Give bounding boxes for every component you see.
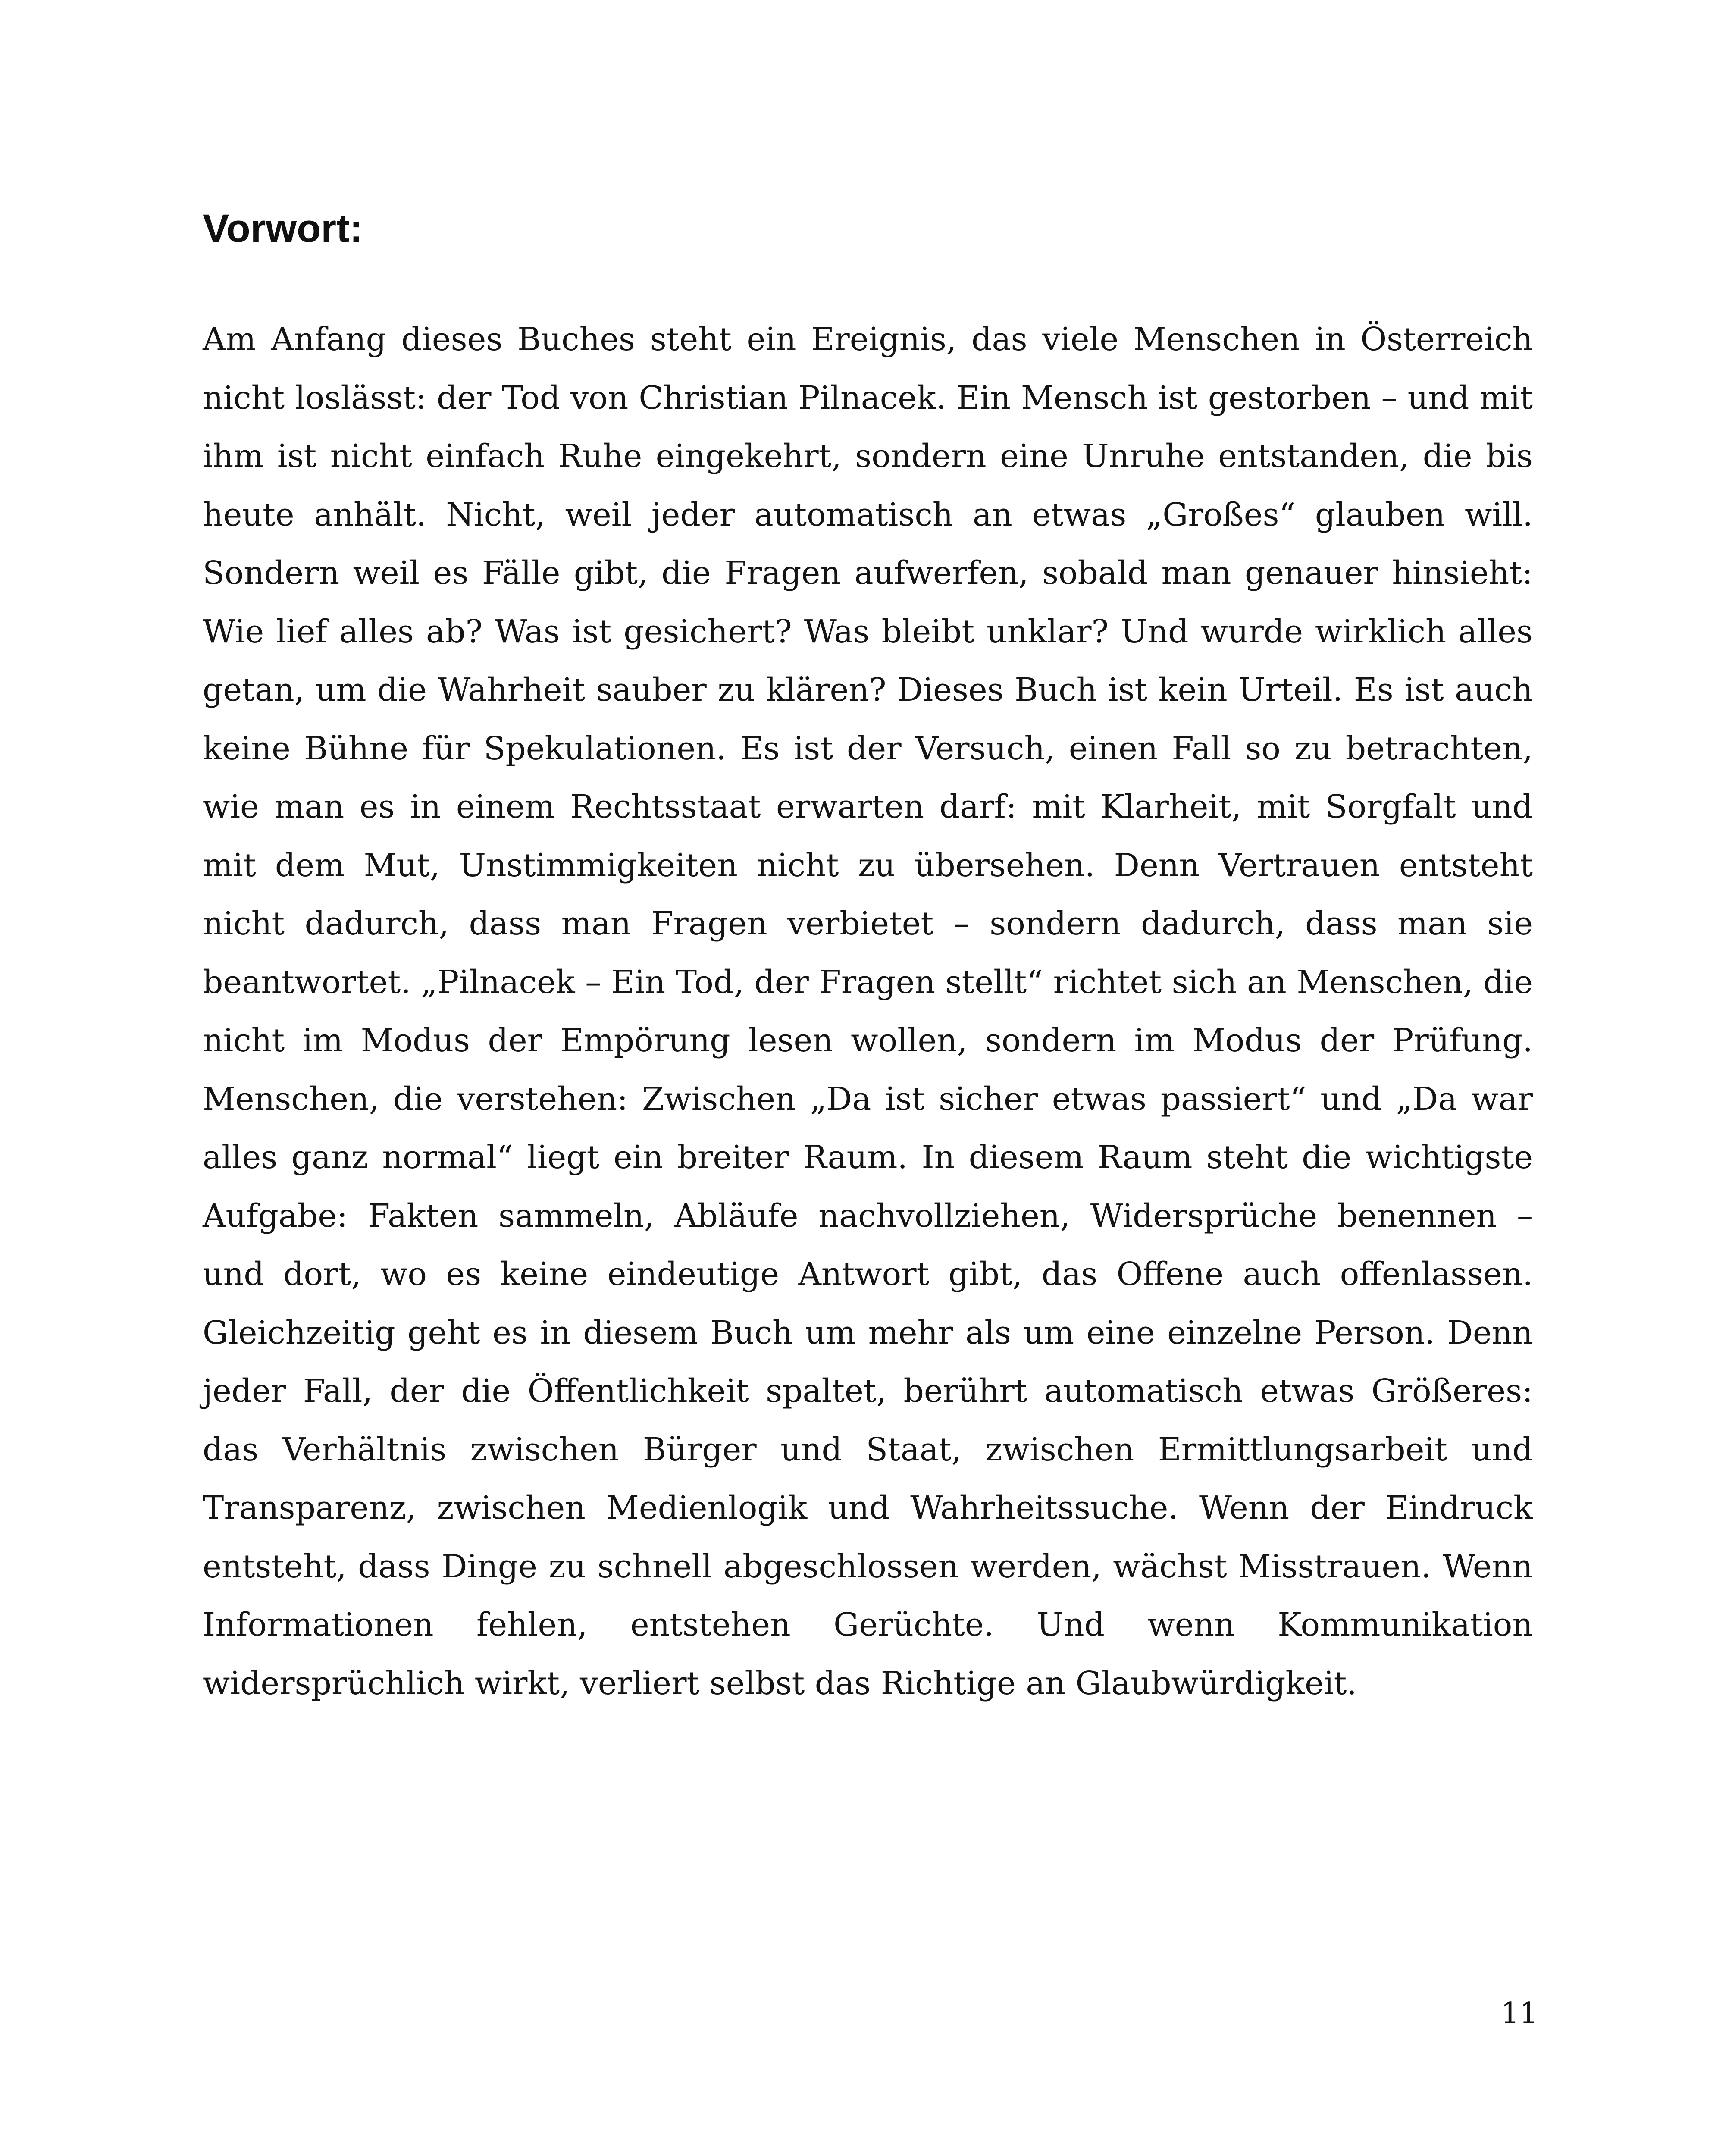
page-heading: Vorwort:	[203, 207, 363, 251]
page-number: 11	[1500, 1996, 1538, 2031]
body-paragraph: Am Anfang dieses Buches steht ein Ereignis, das viele Menschen in Österreich nicht loslässt: der Tod von Christian Pilnacek. Ein Mensch ist gestorben – und mit ihm ist nicht einfach Ruhe eingekehrt, sondern eine Unruhe entstanden, die bis heute anhält. Nicht, weil jeder automatisch an etwas „Großes“ glauben will. Sondern weil es Fälle gibt, die Fragen aufwerfen, sobald man genauer hinsieht: Wie lief alles ab? Was ist gesichert? Was bleibt unklar? Und wurde wirklich alles getan, um die Wahrheit sauber zu klären? Dieses Buch ist kein Urteil. Es ist auch keine Bühne für Spekulationen. Es ist der Versuch, einen Fall so zu betrachten, wie man es in einem Rechtsstaat erwarten darf: mit Klarheit, mit Sorgfalt und mit dem Mut, Unstimmigkeiten nicht zu übersehen. Denn Vertrauen entsteht nicht dadurch, dass man Fragen verbietet – sondern dadurch, dass man sie beantwortet. „Pilnacek – Ein Tod, der Fragen stellt“ richtet sich an Menschen, die nicht im Modus der Empörung lesen wollen, sondern im Modus der Prüfung. Menschen, die verstehen: Zwischen „Da ist sicher etwas passiert“ und „Da war alles ganz normal“ liegt ein breiter Raum. In diesem Raum steht die wichtigste Aufgabe: Fakten sammeln, Abläufe nachvollziehen, Widersprüche benennen – und dort, wo es keine eindeutige Antwort gibt, das Offene auch offenlassen. Gleichzeitig geht es in diesem Buch um mehr als um eine einzelne Person. Denn jeder Fall, der die Öffentlichkeit spaltet, berührt automatisch etwas Größeres: das Verhältnis zwischen Bürger und Staat, zwischen Ermittlungsarbeit und Transparenz, zwischen Medienlogik und Wahrheitssuche. Wenn der Eindruck entsteht, dass Dinge zu schnell abgeschlossen werden, wächst Misstrauen. Wenn Informationen fehlen, entstehen Gerüchte. Und wenn Kommunikation widersprüchlich wirkt, verliert selbst das Richtige an Glaubwürdigkeit.	[203, 321, 1533, 1702]
